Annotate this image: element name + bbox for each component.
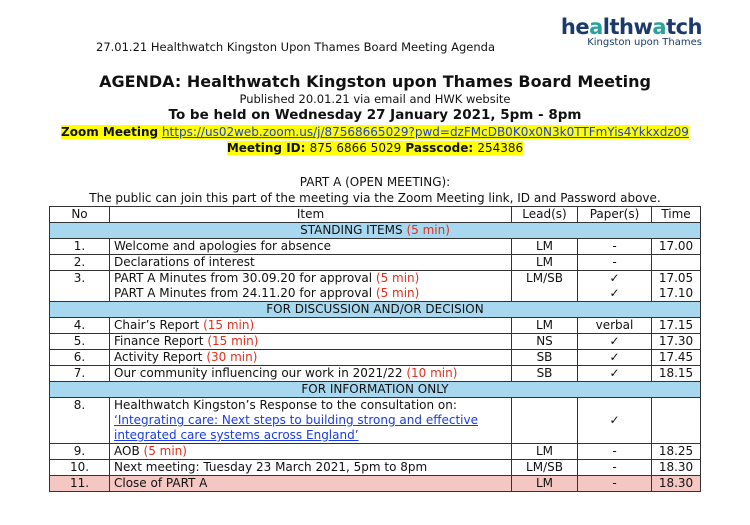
logo-subtitle: Kingston upon Thames — [587, 37, 702, 48]
table-row: 6. Activity Report (30 min) SB ✓ 17.45 — [50, 350, 701, 366]
header-time: Time — [652, 207, 701, 223]
check-icon: ✓ — [578, 398, 652, 444]
check-icon: ✓ — [578, 350, 652, 366]
table-header-row — [50, 207, 701, 223]
logo-wordmark: healthwatch — [560, 15, 702, 39]
table-row: 3. PART A Minutes from 30.09.20 for approval (5 min) PART A Minutes from 24.11.20 for approval (5 min) LM/SB ✓ ✓ 17.05 17.10 — [50, 271, 701, 302]
table-row: 2. Declarations of interest LM - — [50, 255, 701, 271]
check-icon: ✓ — [578, 366, 652, 382]
meeting-id: 875 6866 5029 — [309, 141, 402, 155]
check-icon: ✓ — [609, 286, 620, 300]
check-icon: ✓ — [609, 271, 620, 285]
healthwatch-logo — [546, 16, 702, 48]
section-discussion: FOR DISCUSSION AND/OR DECISION — [50, 302, 701, 318]
section-information: FOR INFORMATION ONLY — [50, 382, 701, 398]
part-heading: PART A (OPEN MEETING): — [299, 175, 451, 189]
zoom-link[interactable]: https://us02web.zoom.us/j/87568665029?pwd=dzFMcDB0K0x0N3k0TTFmYis4Ykkxdz09 — [161, 125, 689, 139]
zoom-label: Zoom Meeting — [61, 125, 159, 139]
table-row: 11. Close of PART A LM - 18.30 — [50, 476, 701, 492]
passcode: 254386 — [477, 141, 524, 155]
check-icon: ✓ — [578, 334, 652, 350]
agenda-title: AGENDA: Healthwatch Kingston upon Thames Board Meeting — [99, 72, 651, 91]
header-paper: Paper(s) — [578, 207, 652, 223]
header-item: Item — [110, 207, 512, 223]
header-title: 27.01.21 Healthwatch Kingston Upon Thames Board Meeting Agenda — [96, 40, 495, 54]
consultation-link-cont[interactable]: integrated care systems across England’ — [114, 428, 359, 442]
meeting-id-line: Meeting ID: 875 6866 5029 Passcode: 254386 — [226, 141, 524, 155]
table-row: 1. Welcome and apologies for absence LM - 17.00 — [50, 239, 701, 255]
consultation-link[interactable]: ‘Integrating care: Next steps to building strong and effective — [114, 413, 478, 427]
table-row: 5. Finance Report (15 min) NS ✓ 17.30 — [50, 334, 701, 350]
zoom-line — [0, 124, 750, 140]
header-no: No — [50, 207, 110, 223]
published-note: Published 20.01.21 via email and HWK website — [239, 92, 511, 106]
table-row: 10. Next meeting: Tuesday 23 March 2021, 5pm to 8pm LM/SB - 18.30 — [50, 460, 701, 476]
section-standing: STANDING ITEMS (5 min) — [50, 223, 701, 239]
title-block — [0, 72, 750, 156]
table-row: 4. Chair’s Report (15 min) LM verbal 17.15 — [50, 318, 701, 334]
agenda-table — [49, 206, 701, 492]
meeting-date: To be held on Wednesday 27 January 2021, 5pm - 8pm — [168, 107, 582, 123]
public-note: The public can join this part of the meeting via the Zoom Meeting link, ID and Password above. — [89, 191, 661, 205]
header-lead: Lead(s) — [512, 207, 578, 223]
table-row: 9. AOB (5 min) LM - 18.25 — [50, 444, 701, 460]
table-row: 7. Our community influencing our work in 2021/22 (10 min) SB ✓ 18.15 — [50, 366, 701, 382]
table-row: 8. Healthwatch Kingston’s Response to the consultation on: ‘Integrating care: Next steps to building strong and effective integrated care systems across England’ ✓ — [50, 398, 701, 444]
